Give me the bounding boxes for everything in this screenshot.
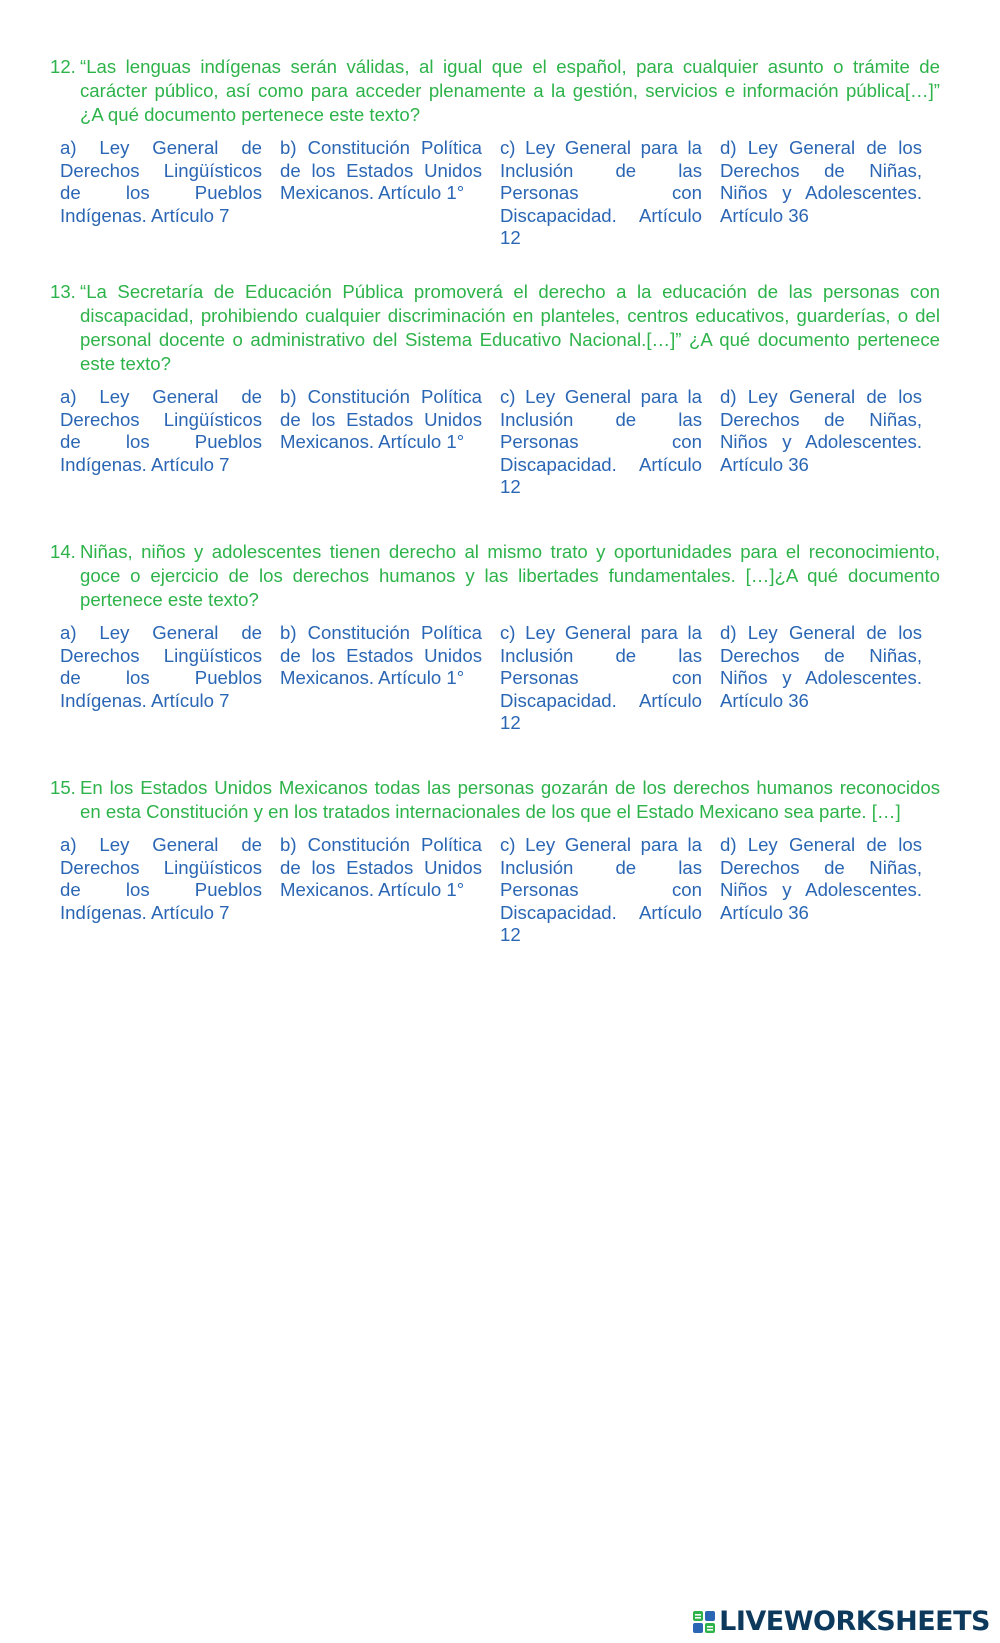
- option-d[interactable]: d) Ley General de los Derechos de Niñas, Niños y Adolescentes. Artículo 36: [720, 137, 922, 226]
- answer-options: [60, 622, 940, 735]
- option-d[interactable]: d) Ley General de los Derechos de Niñas, Niños y Adolescentes. Artículo 36: [720, 386, 922, 475]
- answer-options: [60, 834, 940, 947]
- option-c[interactable]: c) Ley General para la Inclusión de las Personas con Discapacidad. Artículo 12: [500, 834, 702, 945]
- question-15-text-row: [50, 776, 940, 824]
- question-text: Niñas, niños y adolescentes tienen derecho al mismo trato y oportunidades para el reconocimiento, goce o ejercicio de los derechos humanos y las libertades fundamentales. […]¿A qué documento pertenece este texto?: [80, 541, 940, 610]
- question-13: [50, 280, 940, 499]
- answer-options: [60, 386, 940, 499]
- question-number: 14.: [50, 541, 76, 562]
- question-text: “La Secretaría de Educación Pública promoverá el derecho a la educación de las personas con discapacidad, prohibiendo cualquier discriminación en planteles, centros educativos, guarderías, o del personal docente o administrativo del Sistema Educativo Nacional.[…]” ¿A qué documento pertenece este texto?: [80, 281, 940, 374]
- option-c[interactable]: c) Ley General para la Inclusión de las Personas con Discapacidad. Artículo 12: [500, 137, 702, 248]
- question-text: “Las lenguas indígenas serán válidas, al igual que el español, para cualquier asunto o trámite de carácter público, así como para acceder plenamente a la gestión, servicios e información pública[…]” ¿A qué documento pertenece este texto?: [80, 56, 940, 125]
- question-number: 12.: [50, 56, 76, 77]
- option-a[interactable]: a) Ley General de Derechos Lingüísticos de los Pueblos Indígenas. Artículo 7: [60, 834, 262, 923]
- option-c[interactable]: c) Ley General para la Inclusión de las Personas con Discapacidad. Artículo 12: [500, 386, 702, 497]
- option-d[interactable]: d) Ley General de los Derechos de Niñas, Niños y Adolescentes. Artículo 36: [720, 622, 922, 711]
- question-12-text-row: [50, 55, 940, 127]
- answer-options: [60, 137, 940, 250]
- liveworksheets-logo-icon: [692, 1610, 716, 1634]
- brand-name: LIVEWORKSHEETS: [719, 1606, 990, 1637]
- option-b[interactable]: b) Constitución Política de los Estados Unidos Mexicanos. Artículo 1°: [280, 834, 482, 900]
- question-14-text-row: [50, 540, 940, 612]
- question-14: [50, 540, 940, 735]
- option-b[interactable]: b) Constitución Política de los Estados Unidos Mexicanos. Artículo 1°: [280, 137, 482, 203]
- question-13-text-row: [50, 280, 940, 376]
- liveworksheets-brand[interactable]: [692, 1607, 990, 1637]
- question-number: 15.: [50, 777, 76, 798]
- question-text: En los Estados Unidos Mexicanos todas las personas gozarán de los derechos humanos reconocidos en esta Constitución y en los tratados internacionales de los que el Estado Mexicano sea parte. […]: [80, 777, 940, 822]
- question-12: [50, 55, 940, 250]
- option-b[interactable]: b) Constitución Política de los Estados Unidos Mexicanos. Artículo 1°: [280, 386, 482, 452]
- option-b[interactable]: b) Constitución Política de los Estados Unidos Mexicanos. Artículo 1°: [280, 622, 482, 688]
- option-a[interactable]: a) Ley General de Derechos Lingüísticos de los Pueblos Indígenas. Artículo 7: [60, 622, 262, 711]
- option-d[interactable]: d) Ley General de los Derechos de Niñas, Niños y Adolescentes. Artículo 36: [720, 834, 922, 923]
- question-number: 13.: [50, 281, 76, 302]
- option-c[interactable]: c) Ley General para la Inclusión de las Personas con Discapacidad. Artículo 12: [500, 622, 702, 733]
- option-a[interactable]: a) Ley General de Derechos Lingüísticos de los Pueblos Indígenas. Artículo 7: [60, 386, 262, 475]
- option-a[interactable]: a) Ley General de Derechos Lingüísticos de los Pueblos Indígenas. Artículo 7: [60, 137, 262, 226]
- question-15: [50, 776, 940, 947]
